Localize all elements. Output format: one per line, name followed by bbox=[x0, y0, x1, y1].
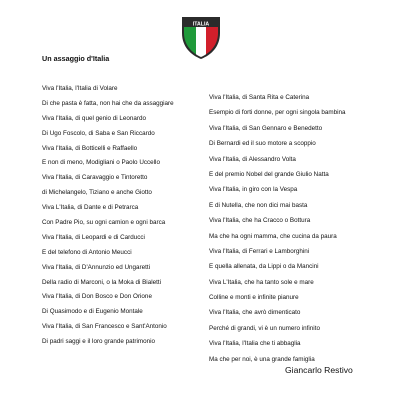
poem-line: Della radio di Marconi, o la Moka di Bialetti bbox=[42, 278, 161, 286]
poem-line: Con Padre Pio, su ogni camion e ogni barca bbox=[42, 219, 166, 227]
poem-line: Viva l'Italia, di Santa Rita e Caterina bbox=[209, 94, 310, 101]
poem-line: Viva l'Italia, l'Italia di Volare bbox=[42, 85, 118, 92]
poem-line: E non di meno, Modigliani o Paolo Uccello bbox=[42, 159, 160, 167]
poem-line: Di padri saggi e il loro grande patrimonio bbox=[42, 338, 156, 346]
poem-line: Esempio di forti donne, per ogni singola bambina bbox=[209, 109, 346, 117]
poem-line: Viva l'Italia, in giro con la Vespa bbox=[209, 186, 298, 194]
poem-line: Ma che ha ogni mamma, che cucina da paura bbox=[209, 232, 337, 240]
poem-line: E di Nutella, che non dici mai basta bbox=[209, 201, 308, 209]
poem-line: E quella allenata, da Lippi o da Mancini bbox=[209, 263, 319, 271]
poem-line: E del telefono di Antonio Meucci bbox=[42, 248, 132, 256]
poem-line: Colline e monti e infinite pianure bbox=[209, 294, 299, 302]
poem-line: Perché di grandi, vi è un numero infinito bbox=[209, 324, 320, 332]
poem-line: Viva l'Italia, di Ferrari e Lamborghini bbox=[209, 247, 310, 255]
poem-line: Viva l'Italia, che ha Cracco o Bottura bbox=[209, 217, 311, 225]
poem-line: Viva l'Italia, l'Italia che ti abbaglia bbox=[209, 340, 301, 348]
poem-line: Viva l'Italia, che avrò dimenticato bbox=[209, 309, 301, 317]
poem-line: Ma che per noi, è una grande famiglia bbox=[209, 355, 315, 363]
italia-shield-logo bbox=[180, 13, 222, 59]
poem-line: Di Bernardi ed il suo motore a scoppio bbox=[209, 140, 316, 148]
poem-line: Viva l'Italia, di San Francesco e Sant'Antonio bbox=[42, 323, 167, 331]
poem-line: Viva l'Italia, di San Gennaro e Benedetto bbox=[209, 124, 323, 132]
poem-line: Viva l'Italia, di quel genio di Leonardo bbox=[42, 114, 147, 122]
poem-title: Un assaggio d'Italia bbox=[42, 54, 110, 63]
poem-line: Di Ugo Foscolo, di Saba e San Riccardo bbox=[42, 129, 155, 137]
poem-line: Viva l'Italia, di Botticelli e Raffaello bbox=[42, 144, 138, 152]
poem-line: Viva l'Italia, di Leopardi e di Carducci bbox=[42, 233, 145, 241]
poem-right-column bbox=[209, 95, 346, 372]
poem-line: Viva l'Italia, di Alessandro Volta bbox=[209, 155, 296, 163]
poem-line: di Michelangelo, Tiziano e anche Giotto bbox=[42, 189, 152, 197]
poem-line: E del premio Nobel del grande Giulio Natta bbox=[209, 170, 329, 178]
poem-line: Viva L'Italia, che ha tanto sole e mare bbox=[209, 278, 314, 286]
crest-text: ITALIA bbox=[192, 21, 210, 28]
poem-line: Di che pasta è fatta, non hai che da assaggiare bbox=[42, 99, 174, 107]
poem-line: Viva l'Italia, di Don Bosco e Don Orione bbox=[42, 293, 152, 301]
poem-line: Viva L'Italia, di Dante e di Petrarca bbox=[42, 204, 139, 212]
poem-line: Di Quasimodo e di Eugenio Montale bbox=[42, 308, 143, 316]
poem-line: Viva l'Italia, di Caravaggio e Tintoretto bbox=[42, 174, 148, 182]
author-signature: Giancarlo Restivo bbox=[285, 365, 353, 375]
poem-left-column bbox=[42, 86, 174, 354]
poem-line: Viva l'Italia, di D'Annunzio ed Ungaretti bbox=[42, 263, 150, 271]
